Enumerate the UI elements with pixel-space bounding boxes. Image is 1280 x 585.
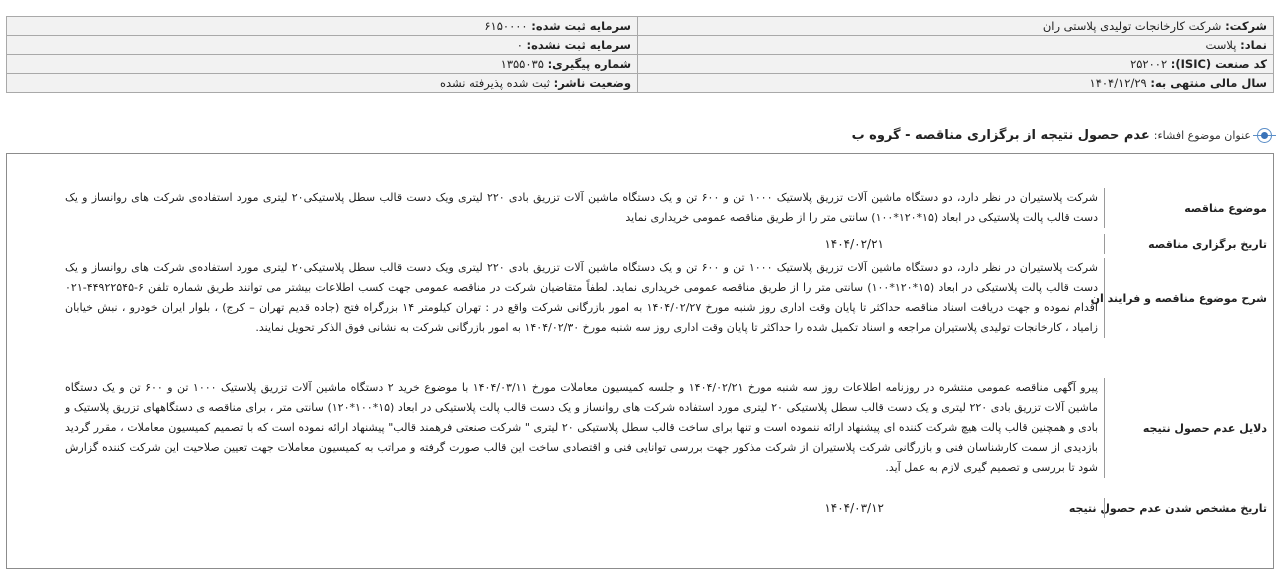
industry-code-cell bbox=[638, 55, 1274, 74]
reasons-label: دلایل عدم حصول نتیجه bbox=[1142, 421, 1267, 435]
fiscal-year-label: سال مالی منتهی به: bbox=[1150, 76, 1267, 90]
tender-subject-row bbox=[65, 188, 1273, 228]
publisher-status-label: وضعیت ناشر: bbox=[553, 76, 631, 90]
tracking-number-value: ۱۳۵۵۰۳۵ bbox=[500, 57, 544, 71]
registered-capital-value: ۶۱۵۰۰۰۰ bbox=[484, 19, 528, 33]
tender-date-label: تاریخ برگزاری مناقصه bbox=[1148, 237, 1267, 251]
fiscal-year-cell bbox=[638, 74, 1274, 93]
company-label: شرکت: bbox=[1225, 19, 1267, 33]
info-row bbox=[7, 74, 1274, 93]
industry-code-label: کد صنعت (ISIC): bbox=[1170, 57, 1267, 71]
registered-capital-label: سرمایه ثبت شده: bbox=[531, 19, 631, 33]
determination-date-label: تاریخ مشخص شدن عدم حصول نتیجه bbox=[1068, 501, 1267, 515]
tender-subject-value: شرکت پلاستیران در نظر دارد، دو دستگاه ماشین آلات تزریق پلاستیک ۱۰۰۰ تن و ۶۰۰ تن و یک دستگاه ماشین آلات تزریق بادی ۲۲۰ لیتری ویک دست قالب سطل پلاستیکی۲۰ لیتری مورد استفاده‌ی شرکت های روانساز و یک دست قالب پالت پلاستیکی در ابعاد (۱۵*۱۲۰*۱۰۰) سانتی متر را از طریق مناقصه عمومی خریداری نماید bbox=[65, 188, 1105, 228]
info-row bbox=[7, 55, 1274, 74]
description-label: شرح موضوع مناقصه و فرایند ان bbox=[1090, 291, 1267, 305]
reasons-row bbox=[65, 378, 1273, 478]
unregistered-capital-value: ۰ bbox=[516, 38, 523, 52]
company-value: شرکت کارخانجات تولیدی پلاستی ران bbox=[1042, 19, 1222, 33]
registered-capital-cell bbox=[7, 17, 638, 36]
determination-date-value: ۱۴۰۴/۰۳/۱۲ bbox=[65, 498, 1105, 518]
company-info-table bbox=[6, 16, 1274, 93]
reasons-value: پیرو آگهی مناقصه عمومی منتشره در روزنامه اطلاعات روز سه شنبه مورخ ۱۴۰۴/۰۲/۲۱ و جلسه کمیسیون معاملات مورخ ۱۴۰۴/۰۳/۱۱ با موضوع خرید ۲ دستگاه ماشین آلات تزریق پلاستیک ۱۰۰۰ تن و ۶۰۰ تن و یک دستگاه ماشین آلات تزریق بادی ۲۲۰ لیتری و یک دست قالب سطل پلاستیکی ۲۰ لیتری مورد استفاده شرکت های روانساز و یک دست قالب پالت پلاستیکی در ابعاد (۱۵*۱۰۰*۱۲۰) سانتی متر ، برای مناقصه ی دستگاههای تزریق پلاستیک و بادی و همچنین قالب پالت هیچ شرکت کننده ای پیشنهاد ارائه ننموده است و تنها برای ساخت قالب سطل پلاستیکی ۲۰ لیتری " شرکت صنعتی فرهمند قالب" پیشنهاد ارائه نموده است که با تصمیم کمیسیون معاملات ، مقرر گردید بازدیدی از سمت کارشناسان فنی و بازرگانی شرکت پلاستیران از شرکت مذکور جهت بررسی توانایی فنی و اقتصادی ساخت این قالب صورت گرفته و مراتب به کمیسیون معاملات جهت تعیین صلاحیت این شرکت کننده گزارش شود تا بررسی و تصمیم گیری لازم به عمل آید. bbox=[65, 378, 1105, 478]
unregistered-capital-cell bbox=[7, 36, 638, 55]
determination-date-row bbox=[65, 498, 1273, 518]
industry-code-value: ۲۵۲۰۰۲ bbox=[1130, 57, 1168, 71]
description-value: شرکت پلاستیران در نظر دارد، دو دستگاه ماشین آلات تزریق پلاستیک ۱۰۰۰ تن و ۶۰۰ تن و یک دستگاه ماشین آلات تزریق بادی ۲۲۰ لیتری ویک دست قالب سطل پلاستیکی۲۰ لیتری مورد استفاده‌ی شرکت های روانساز و یک دست قالب پالت پلاستیکی در ابعاد (۱۵*۱۲۰*۱۰۰) سانتی متر را از طریق مناقصه عمومی خریداری نماید. لطفاً متقاضیان شرکت در مناقصه عمومی جهت کسب اطلاعات بیشتر می توانند طریق شماره تلفن ۶-۴۴۹۲۲۵۴۵-۰۲۱ اقدام نموده و جهت دریافت اسناد مناقصه حداکثر تا پایان وقت اداری روز شنبه مورخ ۱۴۰۴/۰۲/۲۷ به امور بازرگانی شرکت واقع در : تهران کیلومتر ۱۴ بزرگراه فتح (جاده قدیم تهران – کرج) ، بلوار ایران خودرو ، نبش خیابان زامیاد ، کارخانجات تولیدی پلاستیران مراجعه و اسناد تکمیل شده را حداکثر تا پایان وقت اداری روز سه شنبه مورخ ۱۴۰۴/۰۲/۳۰ به امور بازرگانی شرکت به نشانی فوق الذکر تحویل نمایند. bbox=[65, 258, 1105, 338]
symbol-value: پلاست bbox=[1205, 38, 1237, 52]
tracking-number-label: شماره پیگیری: bbox=[547, 57, 631, 71]
fiscal-year-value: ۱۴۰۴/۱۲/۲۹ bbox=[1089, 76, 1147, 90]
description-row bbox=[65, 258, 1273, 338]
info-row bbox=[7, 17, 1274, 36]
disclosure-subject bbox=[852, 128, 1272, 143]
radio-bullet-icon bbox=[1257, 128, 1272, 143]
info-row bbox=[7, 36, 1274, 55]
symbol-label: نماد: bbox=[1240, 38, 1267, 52]
symbol-cell bbox=[638, 36, 1274, 55]
subject-label: عنوان موضوع افشاء: bbox=[1153, 129, 1251, 142]
company-cell bbox=[638, 17, 1274, 36]
subject-title: عدم حصول نتیجه از برگزاری مناقصه - گروه ب bbox=[851, 128, 1150, 143]
publisher-status-cell bbox=[7, 74, 638, 93]
details-panel bbox=[6, 153, 1274, 569]
tracking-number-cell bbox=[7, 55, 638, 74]
tender-date-value: ۱۴۰۴/۰۲/۲۱ bbox=[65, 234, 1105, 254]
tender-date-row bbox=[65, 234, 1273, 254]
unregistered-capital-label: سرمایه ثبت نشده: bbox=[526, 38, 631, 52]
tender-subject-label: موضوع مناقصه bbox=[1184, 201, 1267, 215]
publisher-status-value: ثبت شده پذیرفته نشده bbox=[439, 76, 551, 90]
